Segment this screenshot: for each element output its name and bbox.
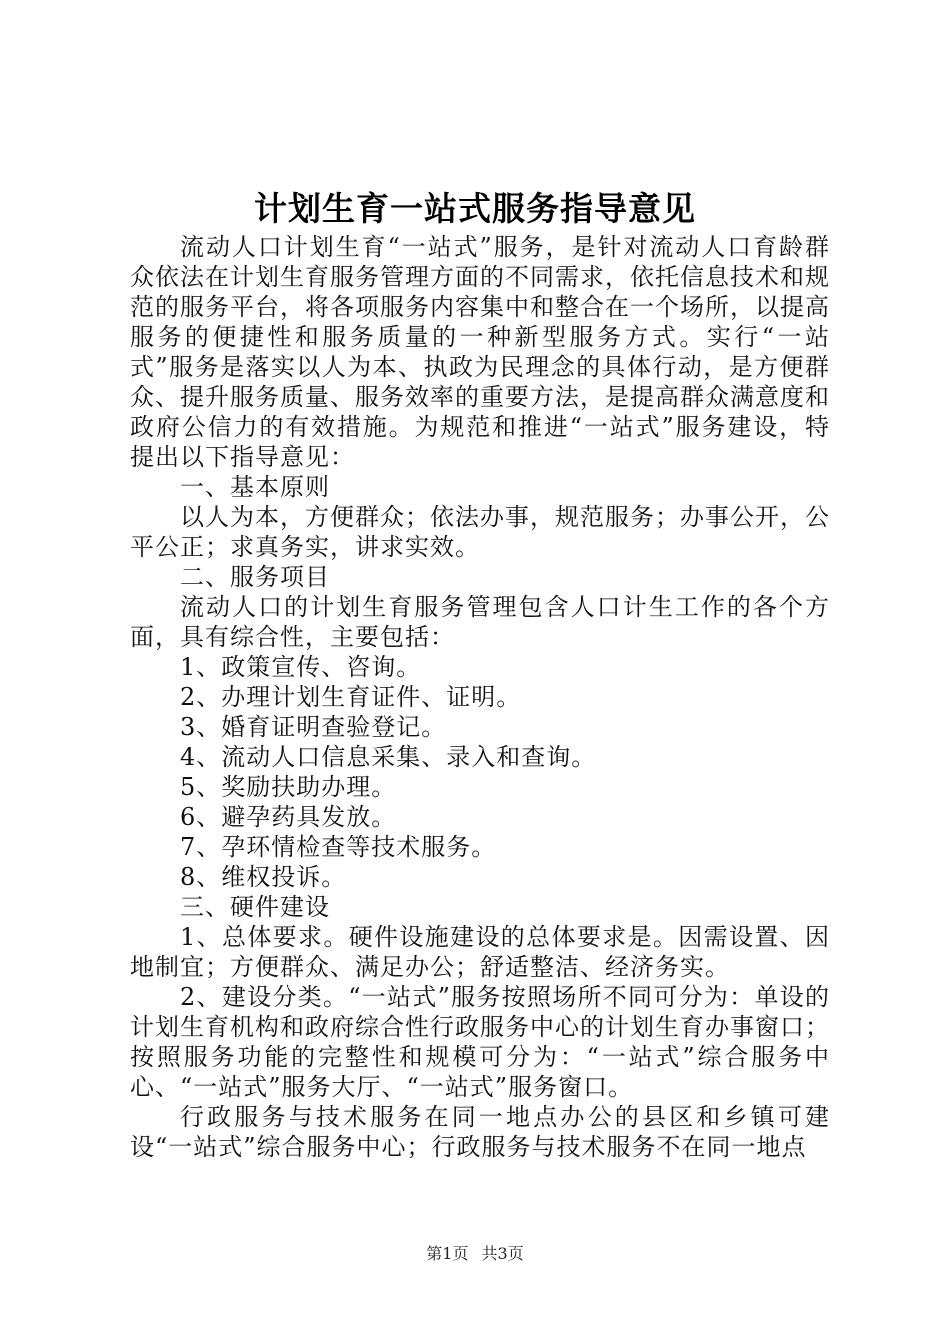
paragraph-intro: 流动人口计划生育“一站式”服务，是针对流动人口育龄群众依法在计划生育服务管理方面的不同需求，依托信息技术和规范的服务平台，将各项服务内容集中和整合在一个场所，以提高服务的便捷性和服务质量的一种新型服务方式。实行“一站式”服务是落实以人为本、执政为民理念的具体行动，是方便群众、提升服务质量、服务效率的重要方法，是提高群众满意度和政府公信力的有效措施。为规范和推进“一站式”服务建设，特提出以下指导意见： (130, 233, 830, 471)
paragraph-service-centers: 行政服务与技术服务在同一地点办公的县区和乡镇可建设“一站式”综合服务中心；行政服务与技术服务不在同一地点 (130, 1103, 830, 1161)
page-total: 共3页 (481, 1244, 524, 1263)
list-item: 5、奖励扶助办理。 (180, 773, 397, 801)
section-heading-hardware: 三、硬件建设 (180, 893, 330, 921)
paragraph-principles: 以人为本，方便群众；依法办事，规范服务；办事公开，公平公正；求真务实，讲求实效。 (130, 503, 830, 561)
list-item: 8、维权投诉。 (180, 863, 347, 891)
list-item: 6、避孕药具发放。 (180, 803, 397, 831)
page-footer (0, 1242, 950, 1266)
paragraph-services: 流动人口的计划生育服务管理包含人口计生工作的各个方面，具有综合性，主要包括： (130, 593, 830, 651)
paragraph-construction-types: 2、建设分类。“一站式”服务按照场所不同可分为：单设的计划生育机构和政府综合性行政服务中心的计划生育办事窗口；按照服务功能的完整性和规模可分为：“一站式”综合服务中心、“一站式”服务大厅、“一站式”服务窗口。 (130, 983, 830, 1101)
list-item: 7、孕环情检查等技术服务。 (180, 833, 497, 861)
list-item: 2、办理计划生育证件、证明。 (180, 683, 522, 711)
document-body (130, 232, 830, 1162)
list-item: 1、政策宣传、咨询。 (180, 653, 422, 681)
list-item: 4、流动人口信息采集、录入和查询。 (180, 743, 597, 771)
section-heading-principles: 一、基本原则 (180, 473, 330, 501)
list-item: 3、婚育证明查验登记。 (180, 713, 447, 741)
section-heading-services: 二、服务项目 (180, 563, 330, 591)
page-title: 计划生育一站式服务指导意见 (254, 189, 696, 228)
page-number: 第1页 (426, 1244, 469, 1263)
paragraph-general-requirements: 1、总体要求。硬件设施建设的总体要求是。因需设置、因地制宜；方便群众、满足办公；舒适整洁、经济务实。 (130, 923, 830, 981)
